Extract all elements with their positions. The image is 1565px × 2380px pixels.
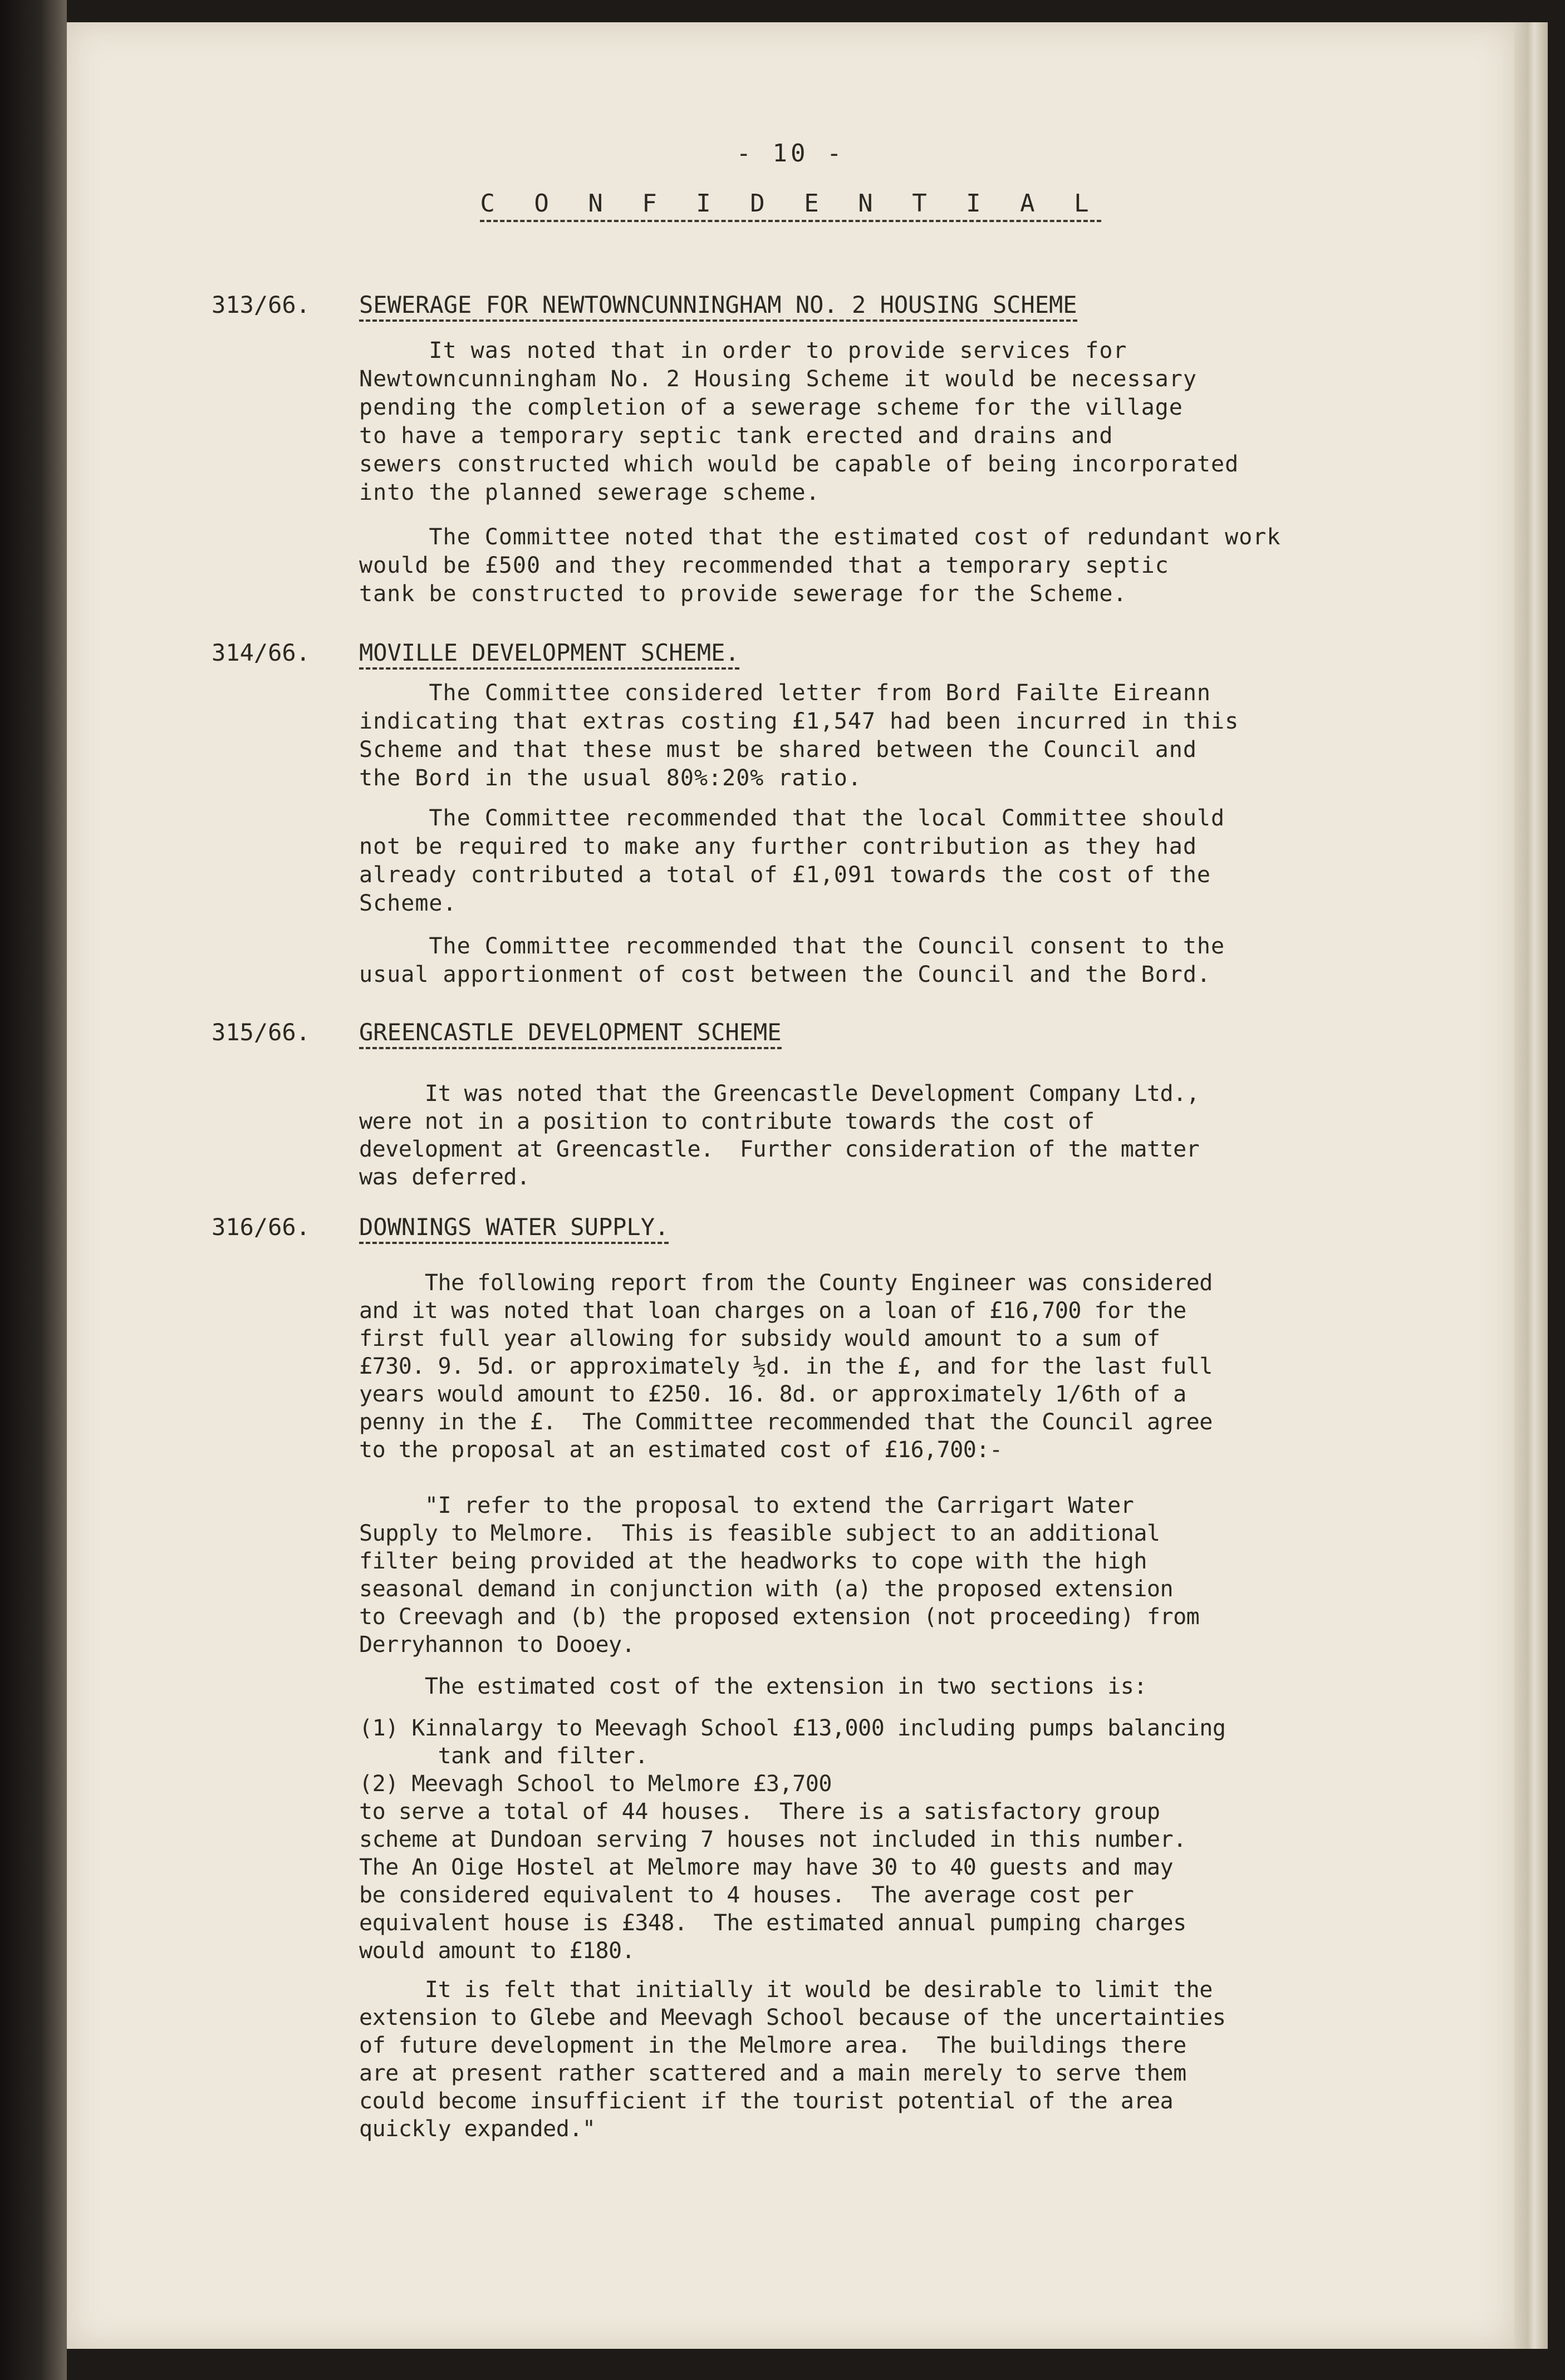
item-paragraph: It was noted that in order to provide services for Newtowncunningham No. 2 Housing Scheme it would be necessary pending the completion of a sewerage scheme for the village to have a temporary septic tank erected and drains and sewers constructed which would be capable of being incorporated into the planned sewerage scheme. bbox=[359, 338, 1239, 505]
item-number: 314/66. bbox=[212, 639, 311, 666]
item-paragraph: The Committee recommended that the local Committee should not be required to make any further contribution as they had already contributed a total of £1,091 towards the cost of the Scheme. bbox=[359, 805, 1225, 916]
item-paragraph: The Committee considered letter from Bord Failte Eireann indicating that extras costing £1,547 had been incurred in this Scheme and that these must be shared between the Council and the Bord in the usual 80%:20% ratio. bbox=[359, 680, 1239, 791]
binding-edge bbox=[0, 0, 67, 2380]
page-edge bbox=[1514, 22, 1548, 2349]
item-paragraph: It is felt that initially it would be desirable to limit the extension to Glebe and Meevagh School because of the uncertainties of future development in the Melmore area. The buildings there are at present rather scattered and a main merely to serve them could become insufficient if the tourist potential of the area quickly expanded." bbox=[359, 1977, 1226, 2142]
classification-text: C O N F I D E N T I A L bbox=[480, 189, 1101, 222]
item-heading: MOVILLE DEVELOPMENT SCHEME. bbox=[359, 639, 739, 670]
item-paragraph: (1) Kinnalargy to Meevagh School £13,000 including pumps balancing tank and filter. (2) Meevagh School to Melmore £3,700 to serve a total of 44 houses. There is a satisfactory group scheme at Dundoan serving 7 houses not included in this number. The An Oige Hostel at Melmore may have 30 to 40 guests and may be considered equivalent to 4 houses. The average cost per equivalent house is £348. The estimated annual pumping charges would amount to £180. bbox=[359, 1715, 1226, 1964]
page-number: - 10 - bbox=[736, 139, 845, 168]
item-paragraph: The Committee recommended that the Council consent to the usual apportionment of cost between the Council and the Bord. bbox=[359, 933, 1225, 987]
item-paragraph: The Committee noted that the estimated cost of redundant work would be £500 and they recommended that a temporary septic tank be constructed to provide sewerage for the Scheme. bbox=[359, 524, 1281, 607]
item-paragraph: "I refer to the proposal to extend the Carrigart Water Supply to Melmore. This is feasible subject to an additional filter being provided at the headworks to cope with the high seasonal demand in conjunction with (a) the proposed extension to Creevagh and (b) the proposed extension (not proceeding) from Derryhannon to Dooey. bbox=[359, 1493, 1200, 1658]
item-heading: SEWERAGE FOR NEWTOWNCUNNINGHAM NO. 2 HOUSING SCHEME bbox=[359, 291, 1077, 322]
item-paragraph: The following report from the County Engineer was considered and it was noted that loan charges on a loan of £16,700 for the first full year allowing for subsidy would amount to a sum of £730. 9. 5d. or approximately ½d. in the £, and for the last full years would amount to £250. 16. 8d. or approximately 1/6th of a penny in the £. The Committee recommended that the Council agree to the proposal at an estimated cost of £16,700:- bbox=[359, 1270, 1213, 1463]
item-heading: DOWNINGS WATER SUPPLY. bbox=[359, 1213, 669, 1244]
item-heading: GREENCASTLE DEVELOPMENT SCHEME bbox=[359, 1019, 782, 1049]
item-number: 315/66. bbox=[212, 1019, 311, 1046]
item-paragraph: The estimated cost of the extension in two sections is: bbox=[359, 1674, 1147, 1699]
document-page bbox=[67, 22, 1514, 2349]
classification-heading bbox=[67, 189, 1514, 218]
page-content bbox=[67, 22, 1514, 2349]
item-number: 316/66. bbox=[212, 1213, 311, 1241]
item-number: 313/66. bbox=[212, 291, 311, 318]
item-paragraph: It was noted that the Greencastle Development Company Ltd., were not in a position to contribute towards the cost of development at Greencastle. Further consideration of the matter was deferred. bbox=[359, 1081, 1200, 1190]
